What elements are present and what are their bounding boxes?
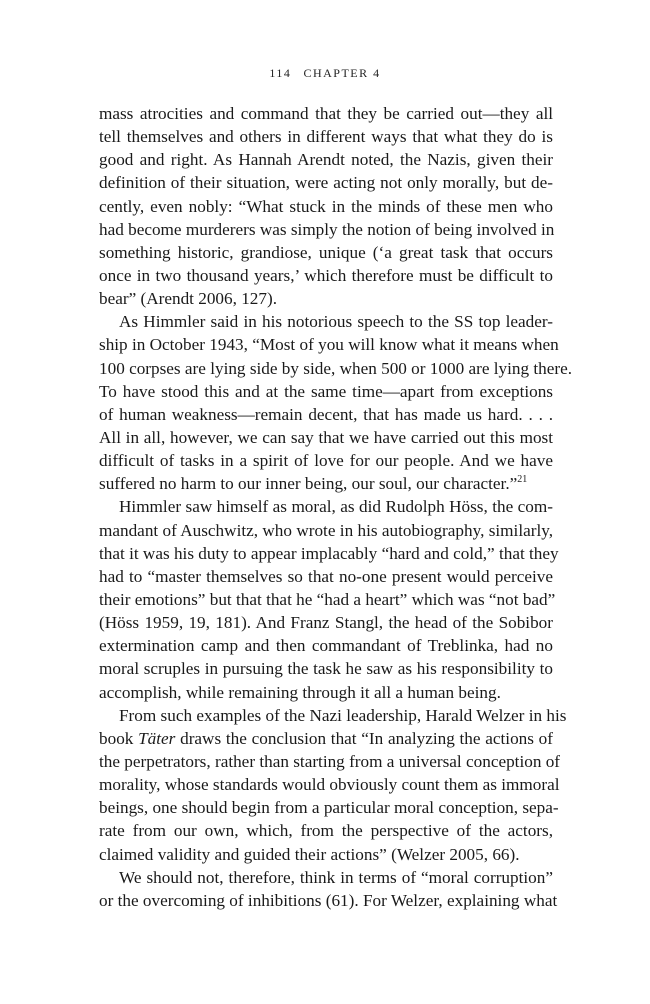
text-line: extermination camp and then commandant of Treblinka, had no [99,636,553,656]
text-line: mandant of Auschwitz, who wrote in his autobiography, similarly, [99,520,553,540]
text-line-content: draws the conclusion that “In analyzing the actions of [180,728,553,748]
text-line: or the overcoming of inhibitions (61). For Welzer, explaining what [99,890,558,910]
text-line: difficult of tasks in a spirit of love for our people. And we have [99,451,553,471]
text-line: the perpetrators, rather than starting from a universal conception of [99,751,561,771]
text-line: As Himmler said in his notorious speech to the SS top leader- [119,312,553,332]
text-line: (Höss 1959, 19, 181). And Franz Stangl, the head of the Sobibor [99,613,553,633]
text-line: beings, one should begin from a particular moral conception, sepa- [99,798,559,818]
text-line: good and right. As Hannah Arendt noted, the Nazis, given their [99,150,553,170]
text-line: bear” (Arendt 2006, 127). [99,289,278,309]
text-line: morality, whose standards would obviously count them as immoral [99,775,560,795]
page-number: 114 [269,66,292,80]
text-line: 100 corpses are lying side by side, when 500 or 1000 are lying there. [99,358,573,378]
text-line: had to “master themselves so that no-one present would perceive [99,566,553,586]
text-line: moral scruples in pursuing the task he saw as his responsibility to [99,659,553,679]
chapter-label: CHAPTER 4 [303,66,381,80]
text-line: ship in October 1943, “Most of you will know what it means when [99,335,559,355]
text-line: We should not, therefore, think in terms of “moral corruption” [119,867,553,887]
text-line: All in all, however, we can say that we have carried out this most [99,427,553,447]
text-line: something historic, grandiose, unique (‘a great task that occurs [99,242,553,262]
text-line: From such examples of the Nazi leadership, Harald Welzer in his [119,705,567,725]
book-title: Täter [138,728,176,748]
text-line: definition of their situation, were acting not only morally, but de- [99,173,553,193]
text-line: once in two thousand years,’ which therefore must be difficult to [99,265,553,285]
text-line: cently, even nobly: “What stuck in the minds of these men who [99,196,553,216]
text-line: their emotions” but that that he “had a heart” which was “not bad” [99,589,556,609]
running-head [0,66,650,81]
text-line: tell themselves and others in different ways that what they do is [99,127,553,147]
text-line: To have stood this and at the same time—apart from exceptions [99,381,553,401]
text-line: claimed validity and guided their actions” (Welzer 2005, 66). [99,844,520,864]
text-line: of human weakness—remain decent, that has made us hard. . . . [99,404,553,424]
text-line-content: suffered no harm to our inner being, our soul, our character.” [99,474,518,494]
text-line: Himmler saw himself as moral, as did Rudolph Höss, the com- [119,497,553,517]
text-line-with-title [99,727,553,750]
text-line: had become murderers was simply the notion of being involved in [99,219,555,239]
footnote-reference: 21 [517,474,528,486]
body-text [99,102,573,912]
text-line: that it was his duty to appear implacably “hard and cold,” that they [99,543,559,563]
text-line: mass atrocities and command that they be carried out—they all [99,104,553,123]
text-line-with-footnote [99,472,553,495]
text-line: rate from our own, which, from the perspective of the actors, [99,821,553,841]
book-word: book [99,728,134,748]
text-line: accomplish, while remaining through it all a human being. [99,682,501,702]
